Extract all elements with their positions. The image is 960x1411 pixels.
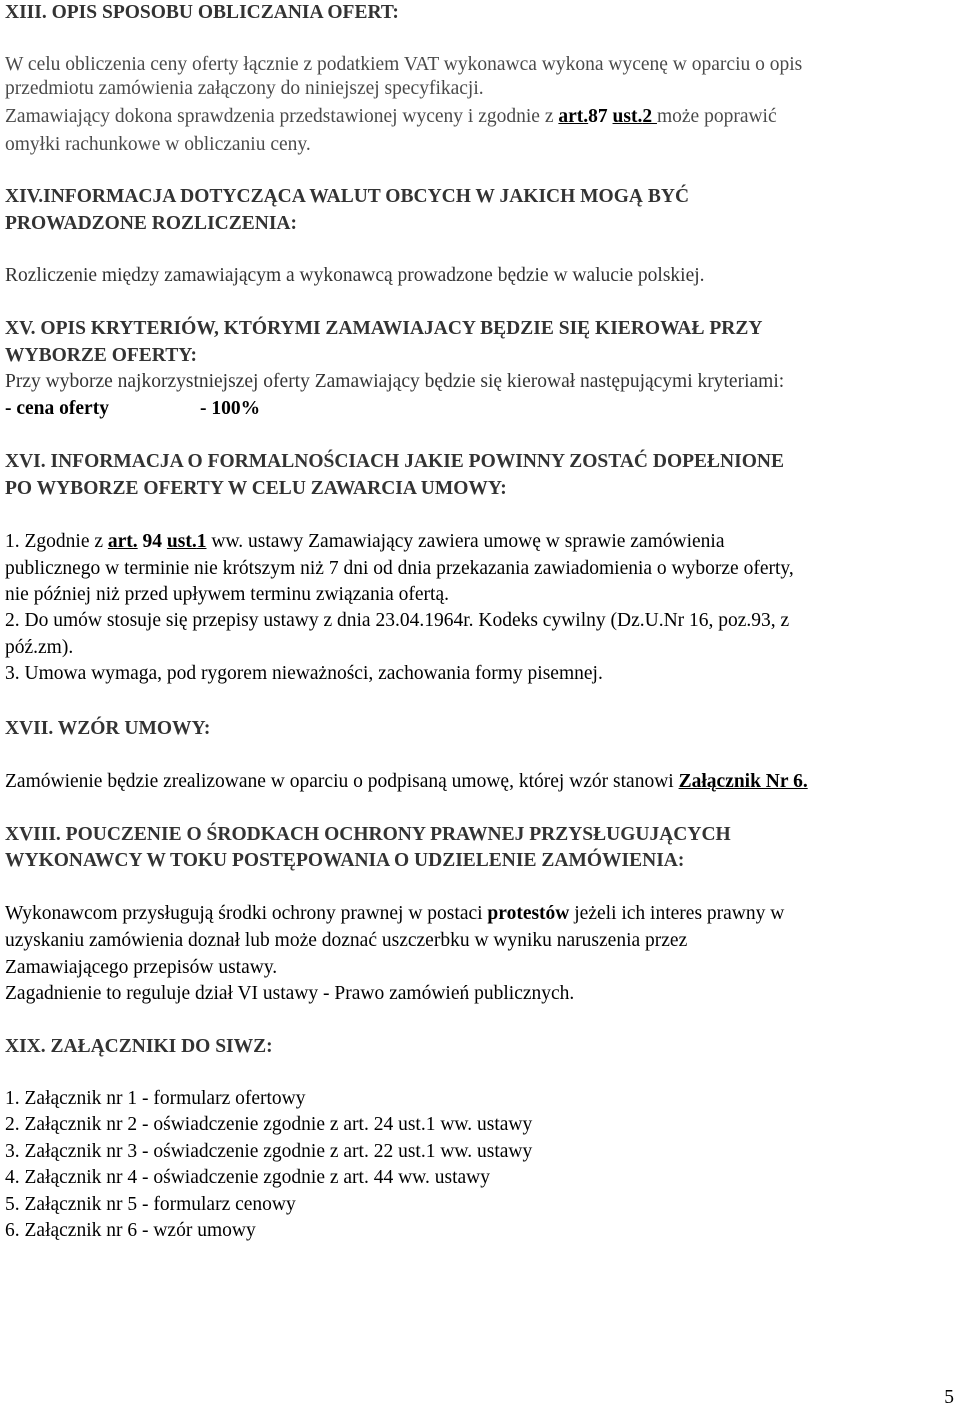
art-number: 87 [588,106,613,127]
section-16-item1-line2: publicznego w terminie nie krótszym niż 7 dni od dnia przekazania zawiadomienia o wyborze oferty, [5,558,794,579]
ust-number: 2 [642,106,657,127]
section-16-item2-line2: póź.zm). [5,637,74,658]
item1-text: ww. ustawy Zamawiający zawiera umowę w sprawie zamówienia [206,531,725,552]
section-16-heading-line1: XVI. INFORMACJA O FORMALNOŚCIACH JAKIE POWINNY ZOSTAĆ DOPEŁNIONE [5,451,784,472]
section-13-paragraph-line2: przedmiotu zamówienia załączony do niniejszej specyfikacji. [5,78,484,99]
attachment-list-item: 4. Załącznik nr 4 - oświadczenie zgodnie z art. 44 ww. ustawy [5,1167,490,1188]
protests-term: protestów [487,903,570,924]
attachment-6-reference: Załącznik Nr 6. [678,771,808,792]
section-18-paragraph-line1 [5,901,955,927]
section-16-item2-line1: 2. Do umów stosuje się przepisy ustawy z dnia 23.04.1964r. Kodeks cywilny (Dz.U.Nr 16, poz.93, z [5,610,790,631]
section-13-paragraph-line1: W celu obliczenia ceny oferty łącznie z podatkiem VAT wykonawca wykona wycenę w oparciu o opis [5,54,803,75]
attachment-list-item: 3. Załącznik nr 3 - oświadczenie zgodnie z art. 22 ust.1 ww. ustawy [5,1141,533,1162]
section-18-heading-line2: WYKONAWCY W TOKU POSTĘPOWANIA O UDZIELENIE ZAMÓWIENIA: [5,850,685,871]
section-15-text: Przy wyborze najkorzystniejszej oferty Zamawiający będzie się kierował następującymi kryteriami: [5,371,785,392]
section-18-paragraph2: Zagadnienie to reguluje dział VI ustawy - Prawo zamówień publicznych. [5,983,575,1004]
section-17-heading: XVII. WZÓR UMOWY: [5,718,211,739]
section-15-heading-line2: WYBORZE OFERTY: [5,345,198,366]
ust-ref: ust. [612,106,643,127]
attachment-list-item: 6. Załącznik nr 6 - wzór umowy [5,1220,256,1241]
section-18-paragraph-line2: uzyskaniu zamówienia doznał lub może doznać uszczerbku w wyniku naruszenia przez [5,930,688,951]
criterion-weight: - 100% [200,398,261,419]
remedies-text: Wykonawcom przysługują środki ochrony prawnej w postaci [5,903,488,924]
art-number: 94 [137,531,167,552]
criterion-row [5,396,955,422]
remedies-text-end: jeżeli ich interes prawny w [569,903,785,924]
ust-ref: ust. [166,531,197,552]
item1-prefix: 1. Zgodnie z [5,531,108,552]
section-14-heading-line2: PROWADZONE ROZLICZENIA: [5,213,297,234]
art-ref: art. [558,106,589,127]
criterion-name: - cena oferty [5,398,109,419]
section-13-heading: XIII. OPIS SPOSOBU OBLICZANIA OFERT: [5,2,399,23]
art-ref: art. [107,531,138,552]
section-14-text: Rozliczenie między zamawiającym a wykonawcą prowadzone będzie w walucie polskiej. [5,265,705,286]
attachment-list-item: 2. Załącznik nr 2 - oświadczenie zgodnie z art. 24 ust.1 ww. ustawy [5,1114,533,1135]
attachment-list-item: 5. Załącznik nr 5 - formularz cenowy [5,1194,296,1215]
section-17-text-main: Zamówienie będzie zrealizowane w oparciu o podpisaną umowę, której wzór stanowi [5,771,679,792]
section-15-heading-line1: XV. OPIS KRYTERIÓW, KTÓRYMI ZAMAWIAJACY BĘDZIE SIĘ KIEROWAŁ PRZY [5,318,763,339]
page-number: 5 [944,1387,954,1408]
section-16-item3: 3. Umowa wymaga, pod rygorem nieważności, zachowania formy pisemnej. [5,663,603,684]
section-14-heading-line1: XIV.INFORMACJA DOTYCZĄCA WALUT OBCYCH W JAKICH MOGĄ BYĆ [5,186,690,207]
section-16-item1-line3: nie później niż przed upływem terminu związania ofertą. [5,584,449,605]
section-19-heading: XIX. ZAŁĄCZNIKI DO SIWZ: [5,1036,273,1057]
section-16-heading-line2: PO WYBORZE OFERTY W CELU ZAWARCIA UMOWY: [5,478,507,499]
section-18-paragraph-line3: Zamawiającego przepisów ustawy. [5,957,278,978]
ust-number: 1 [196,531,207,552]
section-13-correction-line1 [5,104,955,130]
correction-text-end: może poprawić [656,106,777,127]
section-16-item1-line1 [5,529,955,555]
attachment-list-item: 1. Załącznik nr 1 - formularz ofertowy [5,1088,306,1109]
section-18-heading-line1: XVIII. POUCZENIE O ŚRODKACH OCHRONY PRAWNEJ PRZYSŁUGUJĄCYCH [5,824,731,845]
correction-text: Zamawiający dokona sprawdzenia przedstawionej wyceny i zgodnie z [5,106,559,127]
section-17-text [5,769,955,795]
section-13-correction-line2: omyłki rachunkowe w obliczaniu ceny. [5,134,311,155]
